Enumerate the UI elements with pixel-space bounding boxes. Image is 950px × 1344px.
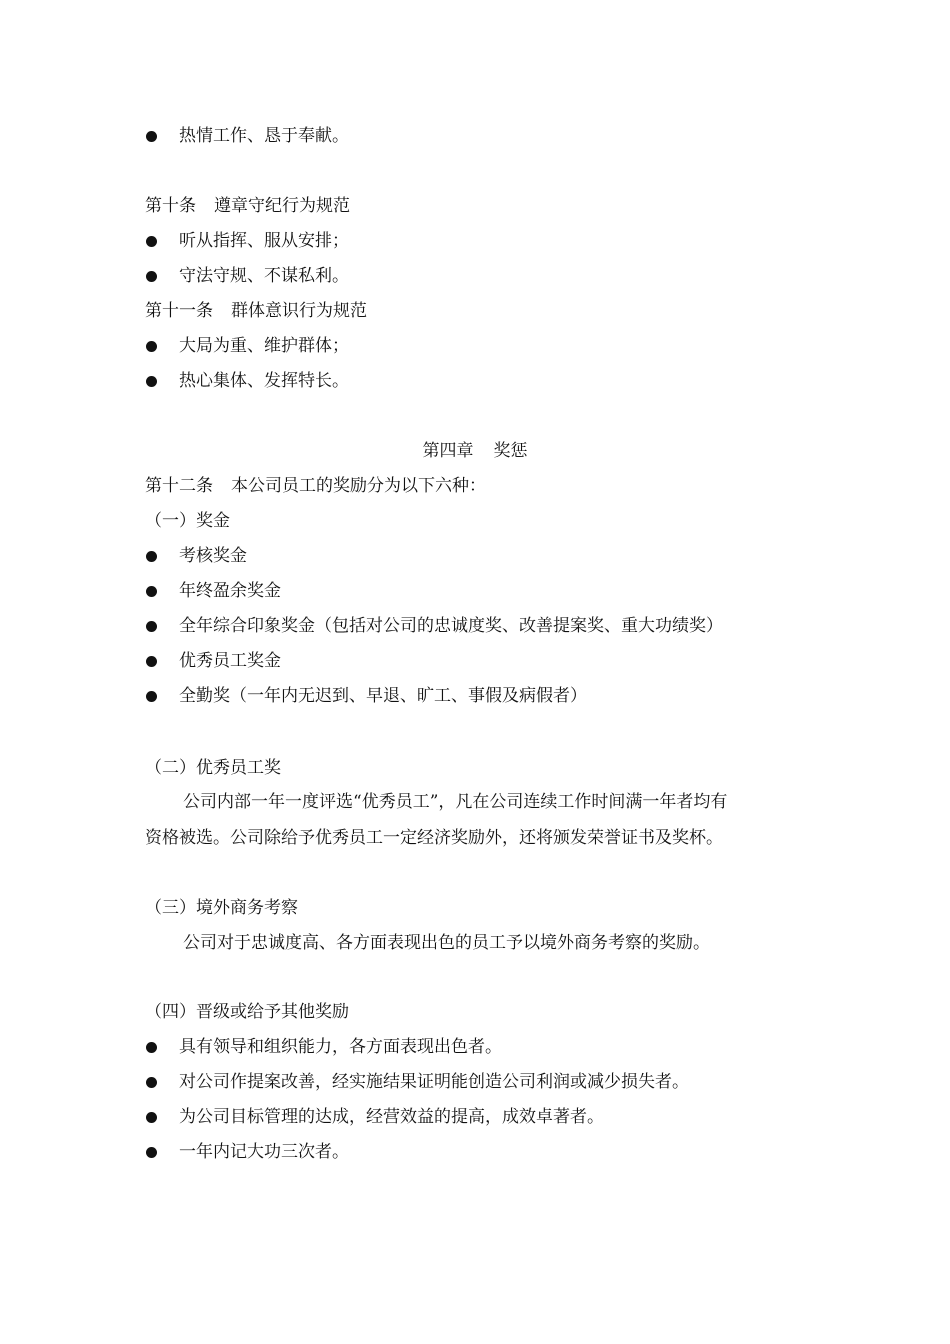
bullet-icon [146, 551, 157, 562]
chapter-title: 奖惩 [493, 441, 528, 461]
list-item-text: 热心集体、发挥特长。 [179, 371, 349, 391]
list-item-text: 年终盈余奖金 [179, 581, 281, 601]
paragraph-line: 公司内部一年一度评选“优秀员工”，凡在公司连续工作时间满一年者均有 [183, 792, 728, 812]
bullet-icon [146, 1147, 157, 1158]
list-item [145, 229, 349, 253]
list-item-text: 热情工作、恳于奉献。 [179, 126, 349, 146]
article-title: 群体意识行为规范 [231, 301, 367, 321]
article-heading [145, 299, 367, 323]
list-item-text: 守法守规、不谋私利。 [179, 266, 349, 286]
list-item-text: 考核奖金 [179, 546, 247, 566]
list-item-text: 对公司作提案改善，经实施结果证明能创造公司利润或减少损失者。 [179, 1072, 689, 1092]
list-item [145, 124, 349, 148]
bullet-icon [146, 131, 157, 142]
list-item [145, 579, 281, 603]
list-item [145, 649, 281, 673]
list-item-text: 一年内记大功三次者。 [179, 1142, 349, 1162]
article-number: 第十二条 [145, 476, 213, 496]
bullet-icon [146, 236, 157, 247]
list-item-text: 为公司目标管理的达成，经营效益的提高，成效卓著者。 [179, 1107, 604, 1127]
list-item [145, 544, 247, 568]
list-item [145, 1140, 349, 1164]
list-item-text: 具有领导和组织能力，各方面表现出色者。 [179, 1037, 502, 1057]
list-item [145, 264, 349, 288]
article-number: 第十一条 [145, 301, 213, 321]
section-heading: （二）优秀员工奖 [145, 758, 281, 778]
article-heading [145, 474, 486, 498]
section-heading: （一）奖金 [145, 511, 230, 531]
list-item [145, 369, 349, 393]
list-item-text: 听从指挥、服从安排； [179, 231, 349, 251]
list-item [145, 334, 349, 358]
list-item-text: 优秀员工奖金 [179, 651, 281, 671]
list-item [145, 1070, 689, 1094]
bullet-icon [146, 1077, 157, 1088]
paragraph-line: 资格被选。公司除给予优秀员工一定经济奖励外，还将颁发荣誉证书及奖杯。 [145, 828, 723, 848]
article-number: 第十条 [145, 196, 196, 216]
bullet-icon [146, 1112, 157, 1123]
list-item-text: 全年综合印象奖金（包括对公司的忠诚度奖、改善提案奖、重大功绩奖） [179, 616, 723, 636]
bullet-icon [146, 586, 157, 597]
article-title: 遵章守纪行为规范 [214, 196, 350, 216]
article-heading [145, 194, 350, 218]
paragraph-line: 公司对于忠诚度高、各方面表现出色的员工予以境外商务考察的奖励。 [183, 933, 710, 953]
list-item [145, 614, 723, 638]
bullet-icon [146, 341, 157, 352]
list-item-text: 大局为重、维护群体； [179, 336, 349, 356]
list-item [145, 1035, 502, 1059]
bullet-icon [146, 621, 157, 632]
bullet-icon [146, 271, 157, 282]
article-title: 本公司员工的奖励分为以下六种： [231, 476, 486, 496]
chapter-number: 第四章 [422, 441, 474, 461]
bullet-icon [146, 376, 157, 387]
bullet-icon [146, 1042, 157, 1053]
list-item [145, 684, 587, 708]
section-heading: （三）境外商务考察 [145, 898, 298, 918]
chapter-heading [0, 439, 950, 463]
section-heading: （四）晋级或给予其他奖励 [145, 1002, 349, 1022]
bullet-icon [146, 656, 157, 667]
list-item-text: 全勤奖（一年内无迟到、早退、旷工、事假及病假者） [179, 686, 587, 706]
bullet-icon [146, 691, 157, 702]
list-item [145, 1105, 604, 1129]
